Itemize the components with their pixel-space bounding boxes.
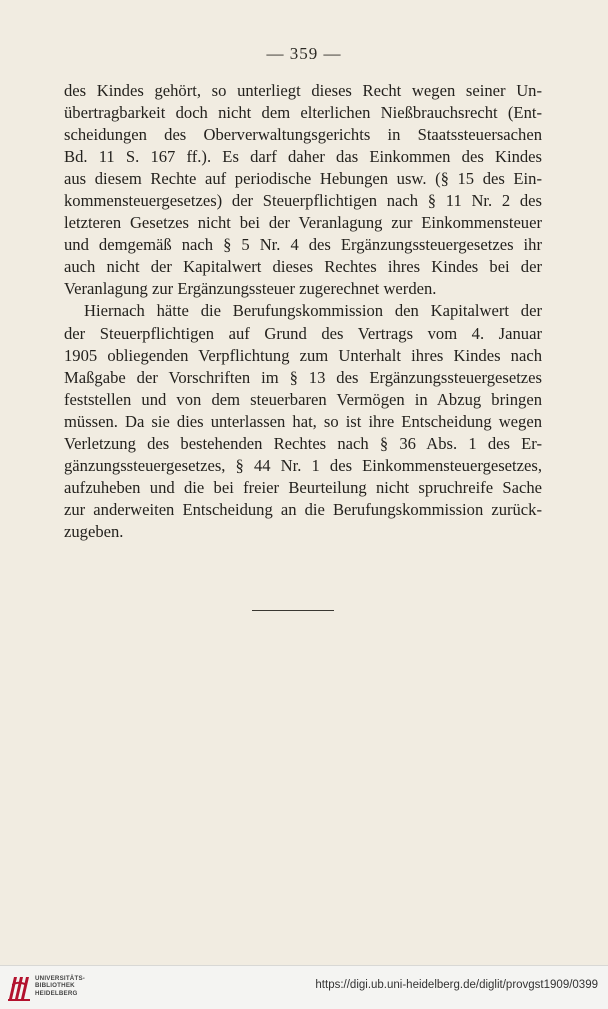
library-name[interactable] <box>35 975 85 997</box>
text-line: letzteren Gesetzes nicht bei der Veranlagung zur Einkommensteuer <box>64 213 542 233</box>
text-line: des Kindes gehört, so unterliegt dieses Recht wegen seiner Un- <box>64 81 542 100</box>
section-divider <box>252 610 334 611</box>
text-line: und demgemäß nach § 5 Nr. 4 des Ergänzungssteuergesetzes ihr <box>64 235 542 255</box>
body-text <box>64 80 542 543</box>
library-logo-icon[interactable] <box>6 972 32 1002</box>
text-line: Maßgabe der Vorschriften im § 13 des Ergänzungssteuergesetzes <box>64 367 542 387</box>
text-line: müssen. Da sie dies unterlassen hat, so ist ihre Entscheidung wegen <box>64 411 542 431</box>
library-name-line: UNIVERSITÄTS- <box>35 975 86 982</box>
text-line: zugeben. <box>64 521 124 541</box>
library-name-line: HEIDELBERG <box>35 989 78 997</box>
text-line: der Steuerpflichtigen auf Grund des Vertrags vom 4. Januar <box>64 323 542 343</box>
text-line: feststellen und von dem steuerbaren Vermögen in Abzug bringen <box>64 389 542 409</box>
page-number: — 359 — <box>266 44 342 63</box>
text-line: Veranlagung zur Ergänzungssteuer zugerechnet werden. <box>64 279 437 299</box>
text-line: kommensteuergesetzes) der Steuerpflichtigen nach § 11 Nr. 2 des <box>64 191 542 211</box>
text-line: aus diesem Rechte auf periodische Hebungen usw. (§ 15 des Ein- <box>64 169 542 189</box>
source-url-link[interactable]: https://digi.ub.uni-heidelberg.de/diglit/provgst1909/0399 <box>315 979 598 991</box>
text-line: 1905 obliegenden Verpflichtung zum Unterhalt ihres Kindes nach <box>64 345 542 365</box>
library-name-line: BIBLIOTHEK <box>35 982 75 990</box>
text-line: auch nicht der Kapitalwert dieses Rechtes ihres Kindes bei der <box>64 257 542 277</box>
text-line: gänzungssteuergesetzes, § 44 Nr. 1 des Einkommensteuergesetzes, <box>64 455 542 475</box>
text-line: scheidungen des Oberverwaltungsgerichts in Staatssteuersachen <box>64 125 542 145</box>
text-line: Bd. 11 S. 167 ff.). Es darf daher das Einkommen des Kindes <box>64 147 542 167</box>
text-line: Verletzung des bestehenden Rechtes nach § 36 Abs. 1 des Er- <box>64 433 542 453</box>
text-line: aufzuheben und die bei freier Beurteilung nicht spruchreife Sache <box>64 477 542 497</box>
text-line: zur anderweiten Entscheidung an die Berufungskommission zurück- <box>64 499 542 519</box>
text-line: übertragbarkeit doch nicht dem elterlichen Nießbrauchsrecht (Ent- <box>64 103 542 123</box>
viewer-footer <box>0 965 608 1009</box>
text-line: Hiernach hätte die Berufungskommission den Kapitalwert der <box>84 301 542 321</box>
